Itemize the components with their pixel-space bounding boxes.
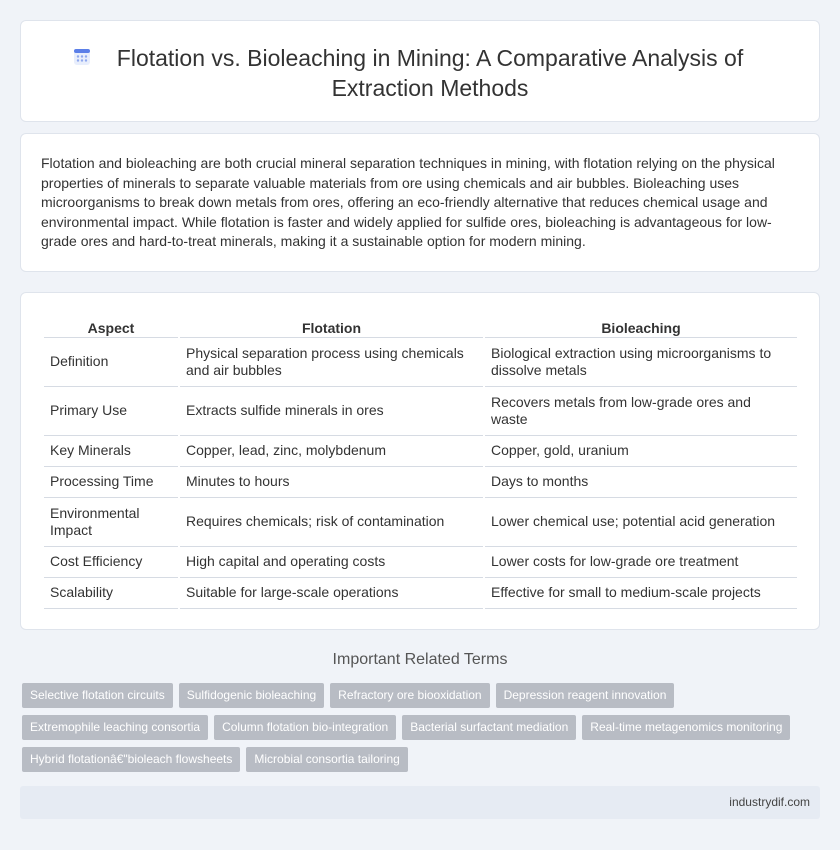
intro-paragraph: Flotation and bioleaching are both crucial mineral separation techniques in mining, with flotation relying on the physical properties of minerals to separate valuable materials from ore using chemicals and air bubbles. Bioleaching uses microorganisms to break down metals from ores, offering an eco-friendly alternative that reduces chemical usage and environmental impact. While flotation is faster and widely applied for sulfide ores, bioleaching is advantageous for low-grade ores and hard-to-treat minerals, making it a sustainable option for modern mining. [41,155,775,250]
related-terms-title: Important Related Terms [332,651,508,668]
row-bioleaching: Lower chemical use; potential acid generation [485,498,797,547]
row-aspect: Environmental Impact [44,498,178,547]
row-aspect: Cost Efficiency [44,547,178,578]
related-terms-tags [22,683,822,779]
row-flotation: Suitable for large-scale operations [180,578,483,609]
footer-site-link[interactable]: industrydif.com [729,795,810,809]
table-row [44,436,797,467]
related-tag[interactable]: Refractory ore biooxidation [330,683,489,708]
related-tag[interactable]: Sulfidogenic bioleaching [179,683,324,708]
row-flotation: Requires chemicals; risk of contamination [180,498,483,547]
header-flotation: Flotation [180,315,483,338]
related-tag[interactable]: Bacterial surfactant mediation [402,715,576,740]
row-bioleaching: Copper, gold, uranium [485,436,797,467]
row-bioleaching: Recovers metals from low-grade ores and waste [485,387,797,436]
related-tag[interactable]: Hybrid flotationâ€"bioleach flowsheets [22,747,240,772]
table-row [44,547,797,578]
row-flotation: Physical separation process using chemicals and air bubbles [180,338,483,387]
table-row [44,498,797,547]
row-aspect: Primary Use [44,387,178,436]
header-card [20,20,820,122]
row-bioleaching: Biological extraction using microorganisms to dissolve metals [485,338,797,387]
table-row [44,387,797,436]
row-aspect: Scalability [44,578,178,609]
row-aspect: Processing Time [44,467,178,498]
row-flotation: Copper, lead, zinc, molybdenum [180,436,483,467]
comparison-table-card [20,292,820,630]
row-flotation: Extracts sulfide minerals in ores [180,387,483,436]
table-row [44,467,797,498]
table-row [44,578,797,609]
related-tag[interactable]: Real-time metagenomics monitoring [582,715,790,740]
related-tag[interactable]: Extremophile leaching consortia [22,715,208,740]
table-row [44,338,797,387]
comparison-table [42,315,799,609]
footer [20,786,820,819]
related-tag[interactable]: Microbial consortia tailoring [246,747,407,772]
row-bioleaching: Days to months [485,467,797,498]
related-tag[interactable]: Column flotation bio-integration [214,715,396,740]
intro-card [20,133,820,272]
row-aspect: Definition [44,338,178,387]
page-title: Flotation vs. Bioleaching in Mining: A Comparative Analysis of Extraction Methods [116,45,744,101]
row-flotation: Minutes to hours [180,467,483,498]
table-header-row [44,315,797,338]
related-tag[interactable]: Selective flotation circuits [22,683,173,708]
header-bioleaching: Bioleaching [485,315,797,338]
row-aspect: Key Minerals [44,436,178,467]
row-bioleaching: Effective for small to medium-scale projects [485,578,797,609]
row-flotation: High capital and operating costs [180,547,483,578]
related-tag[interactable]: Depression reagent innovation [496,683,675,708]
row-bioleaching: Lower costs for low-grade ore treatment [485,547,797,578]
header-aspect: Aspect [44,315,178,338]
